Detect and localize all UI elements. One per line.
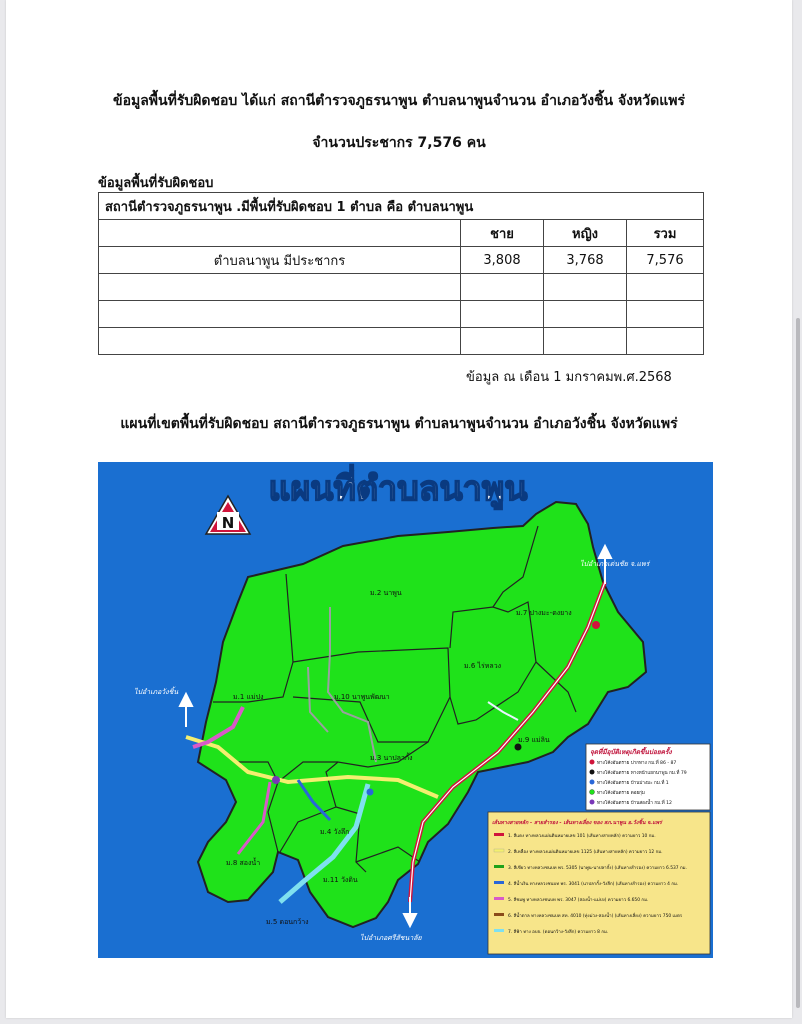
village-label-m8: ม.8 สองน้ำ [226, 859, 261, 867]
route-item: 5. สีชมพู ทางหลวงชนบท พร. 3047 (สองน้ำ-แม่ปง) ความยาว 6.650 กม. [508, 898, 649, 903]
scrollbar[interactable] [796, 318, 800, 1008]
village-label-m11: ม.11 วังดิน [323, 876, 358, 884]
value-male: 3,808 [461, 247, 544, 274]
village-label-m4: ม.4 วังลึก [320, 828, 350, 836]
value-female: 3,768 [544, 247, 627, 274]
section-label: ข้อมูลพื้นที่รับผิดชอบ [98, 176, 214, 191]
village-label-m10: ม.10 นาพูนพัฒนา [334, 693, 390, 701]
direction-label-wangchin: ไปอำเภอวังชิ้น [134, 688, 179, 696]
direction-label-denchai: ไปอำเภอเด่นชัย จ.แพร่ [580, 560, 650, 568]
table-row [99, 247, 704, 274]
population-table [98, 192, 704, 355]
accident-item: ทางโค้งอันตราย บ้านปางมะ กม.ที่ 1 [597, 781, 669, 786]
table-header-empty [99, 220, 461, 247]
document-page [6, 0, 792, 1018]
map-title: แผนที่ตำบลนาพูน [268, 469, 528, 509]
village-label-m7: ม.7 ปางมะ-ดงยาง [516, 609, 572, 617]
population-total: จำนวนประชากร 7,576 คน [312, 135, 486, 151]
village-label-m6: ม.6 ไร่หลวง [464, 662, 502, 670]
table-row-empty [99, 301, 704, 328]
tambon-map [98, 462, 713, 958]
north-label: N [221, 514, 235, 532]
table-header-row [99, 220, 704, 247]
column-male: ชาย [461, 220, 544, 247]
map-section-title: แผนที่เขตพื้นที่รับผิดชอบ สถานีตำรวจภูธรนาพูน ตำบลนาพูนจำนวน อำเภอวังชิ้น จังหวัดแพร่ [120, 416, 678, 432]
document-title: ข้อมูลพื้นที่รับผิดชอบ ได้แก่ สถานีตำรวจภูธรนาพูน ตำบลนาพูนจำนวน อำเภอวังชิ้น จังหวัดแพร่ [113, 93, 685, 109]
column-total: รวม [627, 220, 704, 247]
village-label-m1: ม.1 แม่ปง [233, 693, 264, 701]
direction-label-sisatchanalai: ไปอำเภอศรีสัชนาลัย [360, 934, 422, 942]
table-caption-row [99, 193, 704, 220]
north-arrow-icon [206, 496, 250, 534]
row-label: ตำบลนาพูน มีประชากร [99, 247, 461, 274]
accident-item: ทางโค้งอันตราย ดอยกุ่ม [597, 791, 645, 796]
village-label-m2: ม.2 นาพูน [370, 589, 402, 597]
route-item: 1. สีแดง ทางหลวงแผ่นดินหมายเลข 101 (เส้นทางสายหลัก) ความยาว 10 กม. [508, 834, 656, 839]
data-as-of: ข้อมูล ณ เดือน 1 มกราคมพ.ศ.2568 [466, 370, 672, 385]
column-female: หญิง [544, 220, 627, 247]
route-item: 3. สีเขียว ทางหลวงชนบท พร. 5305 (นาพูน-นาปลากั้ง) (เส้นทางสำรอง) ความยาว 6.537 กม. [508, 866, 687, 871]
village-label-m5: ม.5 ดอนกว้าง [266, 918, 309, 926]
accident-legend-title: จุดที่มีอุบัติเหตุเกิดขึ้นบ่อยครั้ง [590, 748, 672, 756]
table-row-empty [99, 328, 704, 355]
table-row-empty [99, 274, 704, 301]
table-caption: สถานีตำรวจภูธรนาพูน .มีพื้นที่รับผิดชอบ 1 ตำบล คือ ตำบลนาพูน [99, 193, 704, 220]
route-item: 2. สีเหลือง ทางหลวงแผ่นดินหมายเลข 1125 (เส้นทางสายหลัก) ความยาว 12 กม. [508, 850, 663, 855]
accident-item: ทางโค้งอันตราย ทางหน้าแยกนาพูน กม.ที่ 79 [597, 771, 687, 776]
accident-legend [586, 744, 710, 810]
route-legend-title: เส้นทางสายหลัก - สายสำรอง - เส้นทางเลี่ยง ของ สภ.นาพูน อ.วังชิ้น จ.แพร่ [492, 820, 662, 826]
route-item: 4. สีน้ำเงิน ทางหลวงชนบท พร. 3041 (นาปลากั้ง-วังลึก) (เส้นทางสำรอง) ความยาว 4 กม. [508, 882, 679, 887]
route-item: 6. สีน้ำตาล ทางหลวงชนบท สท. 4010 (ทุ่งม่วง-สองน้ำ) (เส้นทางเลี่ยง) ความยาว 750 เมตร [508, 914, 683, 919]
village-label-m9: ม.9 แม่ลิน [518, 736, 550, 744]
accident-item: ทางโค้งอันตราย บ้านสองน้ำ กม.ที่ 12 [597, 801, 672, 806]
village-label-m3: ม.3 นาปลากั้ง [370, 754, 413, 762]
route-legend [488, 812, 710, 954]
value-total: 7,576 [627, 247, 704, 274]
route-item: 7. สีฟ้า ทาง อบจ. (ดอนกว้าง-วังลึก) ความยาว 8 กม. [508, 930, 609, 935]
accident-item: ทางโค้งอันตราย ปากทาง กม.ที่ 86 - 87 [597, 761, 677, 766]
